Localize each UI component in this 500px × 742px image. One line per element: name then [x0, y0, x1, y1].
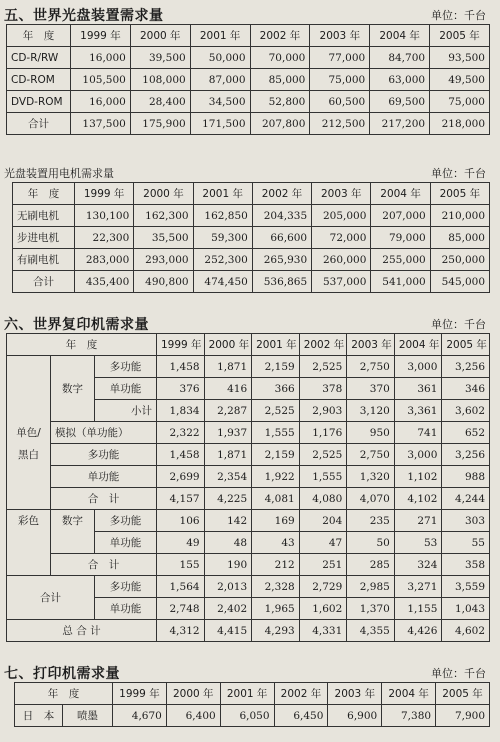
unit-label: 单位：千台 — [431, 318, 486, 331]
section-printer-demand — [0, 662, 500, 727]
row-label: 合计 — [7, 113, 71, 135]
year-cell: 2003 年 — [312, 183, 371, 205]
row-label: 合 计 — [51, 554, 157, 576]
year-header-row — [15, 683, 490, 705]
year-cell: 2004 年 — [371, 183, 430, 205]
value-cell: 93,500 — [430, 47, 490, 69]
year-cell: 2001 年 — [193, 183, 252, 205]
subgroup-label-digital: 数字 — [51, 510, 95, 532]
value-cell: 53 — [394, 532, 442, 554]
group-label-blank — [7, 488, 51, 510]
row-label: CD-R/RW — [7, 47, 71, 69]
value-cell: 204,335 — [252, 205, 311, 227]
section-header — [0, 4, 500, 24]
group-label-blank — [7, 554, 51, 576]
value-cell: 4,415 — [204, 620, 252, 642]
row-label: 多功能 — [51, 444, 157, 466]
value-cell: 4,102 — [394, 488, 442, 510]
year-cell: 2003 年 — [328, 683, 382, 705]
value-cell: 4,670 — [113, 705, 167, 727]
value-cell: 536,865 — [252, 271, 311, 293]
value-cell: 303 — [442, 510, 490, 532]
unit-label: 单位：千台 — [431, 9, 486, 22]
value-cell: 171,500 — [190, 113, 250, 135]
value-cell: 130,100 — [75, 205, 134, 227]
value-cell: 474,450 — [193, 271, 252, 293]
unit-label: 单位：千台 — [431, 167, 486, 180]
value-cell: 75,000 — [310, 69, 370, 91]
drive-motor-table — [12, 182, 490, 293]
value-cell: 2,903 — [299, 400, 347, 422]
value-cell: 265,930 — [252, 249, 311, 271]
row-label: DVD-ROM — [7, 91, 71, 113]
unit-label: 单位：千台 — [431, 667, 486, 680]
row-label: 单功能 — [51, 466, 157, 488]
value-cell: 3,559 — [442, 576, 490, 598]
value-cell: 212 — [252, 554, 300, 576]
value-cell: 2,159 — [252, 356, 300, 378]
value-cell: 39,500 — [130, 47, 190, 69]
value-cell: 155 — [157, 554, 205, 576]
group-label-blank — [7, 400, 51, 422]
value-cell: 43 — [252, 532, 300, 554]
row-label: 总 合 计 — [7, 620, 157, 642]
value-cell: 72,000 — [312, 227, 371, 249]
value-cell: 260,000 — [312, 249, 371, 271]
year-cell: 2003 年 — [310, 25, 370, 47]
year-cell: 2005 年 — [436, 683, 490, 705]
value-cell: 50 — [347, 532, 395, 554]
year-cell: 2005 年 — [430, 183, 489, 205]
value-cell: 6,900 — [328, 705, 382, 727]
value-cell: 22,300 — [75, 227, 134, 249]
value-cell: 250,000 — [430, 249, 489, 271]
year-cell: 2002 年 — [299, 334, 347, 356]
value-cell: 2,402 — [204, 598, 252, 620]
value-cell: 376 — [157, 378, 205, 400]
value-cell: 3,271 — [394, 576, 442, 598]
value-cell: 3,000 — [394, 356, 442, 378]
value-cell: 235 — [347, 510, 395, 532]
value-cell: 60,500 — [310, 91, 370, 113]
table-row — [7, 466, 490, 488]
year-header-row — [13, 183, 490, 205]
table-row — [7, 69, 490, 91]
year-cell: 1999 年 — [75, 183, 134, 205]
value-cell: 1,555 — [299, 466, 347, 488]
grand-total-row — [7, 620, 490, 642]
year-header-row — [7, 25, 490, 47]
value-cell: 55 — [442, 532, 490, 554]
value-cell: 285 — [347, 554, 395, 576]
value-cell: 358 — [442, 554, 490, 576]
total-row — [7, 488, 490, 510]
year-header: 年 度 — [15, 683, 113, 705]
value-cell: 3,256 — [442, 356, 490, 378]
value-cell: 190 — [204, 554, 252, 576]
year-cell: 2000 年 — [134, 183, 193, 205]
row-label: 合 计 — [51, 488, 157, 510]
year-cell: 2001 年 — [220, 683, 274, 705]
year-cell: 2000 年 — [204, 334, 252, 356]
value-cell: 2,525 — [299, 444, 347, 466]
section-header — [0, 162, 500, 182]
value-cell: 4,331 — [299, 620, 347, 642]
group-label-blank — [7, 532, 51, 554]
value-cell: 4,244 — [442, 488, 490, 510]
value-cell: 4,426 — [394, 620, 442, 642]
total-row — [13, 271, 490, 293]
value-cell: 212,500 — [310, 113, 370, 135]
year-cell: 2005 年 — [442, 334, 490, 356]
table-row — [13, 227, 490, 249]
optical-drive-table — [6, 24, 490, 135]
row-label: 步进电机 — [13, 227, 75, 249]
year-cell: 2002 年 — [274, 683, 328, 705]
table-row — [7, 422, 490, 444]
year-cell: 2001 年 — [190, 25, 250, 47]
value-cell: 370 — [347, 378, 395, 400]
value-cell: 378 — [299, 378, 347, 400]
table-row — [7, 47, 490, 69]
value-cell: 652 — [442, 422, 490, 444]
table-row — [13, 205, 490, 227]
value-cell: 283,000 — [75, 249, 134, 271]
value-cell: 1,871 — [204, 356, 252, 378]
value-cell: 4,080 — [299, 488, 347, 510]
value-cell: 1,102 — [394, 466, 442, 488]
value-cell: 48 — [204, 532, 252, 554]
region-label: 日 本 — [15, 705, 63, 727]
section-title: 光盘装置用电机需求量 — [4, 167, 114, 180]
section-optical-drive-demand — [0, 4, 500, 135]
value-cell: 2,525 — [252, 400, 300, 422]
printer-table — [14, 682, 490, 727]
value-cell: 490,800 — [134, 271, 193, 293]
total-row — [7, 554, 490, 576]
group-label-blank — [7, 378, 51, 400]
value-cell: 2,699 — [157, 466, 205, 488]
table-row — [7, 356, 490, 378]
row-label: 多功能 — [95, 576, 157, 598]
value-cell: 1,043 — [442, 598, 490, 620]
value-cell: 162,850 — [193, 205, 252, 227]
value-cell: 1,602 — [299, 598, 347, 620]
year-cell: 2000 年 — [130, 25, 190, 47]
value-cell: 741 — [394, 422, 442, 444]
table-row — [7, 510, 490, 532]
value-cell: 1,176 — [299, 422, 347, 444]
value-cell: 2,985 — [347, 576, 395, 598]
value-cell: 4,293 — [252, 620, 300, 642]
value-cell: 4,225 — [204, 488, 252, 510]
section-title: 六、世界复印机需求量 — [4, 317, 149, 333]
value-cell: 69,500 — [370, 91, 430, 113]
group-label-sum: 合计 — [7, 576, 95, 620]
value-cell: 70,000 — [250, 47, 310, 69]
value-cell: 162,300 — [134, 205, 193, 227]
value-cell: 3,361 — [394, 400, 442, 422]
value-cell: 210,000 — [430, 205, 489, 227]
value-cell: 16,000 — [71, 91, 131, 113]
value-cell: 1,370 — [347, 598, 395, 620]
value-cell: 49 — [157, 532, 205, 554]
value-cell: 47 — [299, 532, 347, 554]
value-cell: 545,000 — [430, 271, 489, 293]
table-row — [13, 249, 490, 271]
row-label: 有刷电机 — [13, 249, 75, 271]
row-label: 多功能 — [95, 510, 157, 532]
value-cell: 4,157 — [157, 488, 205, 510]
value-cell: 2,750 — [347, 356, 395, 378]
value-cell: 251 — [299, 554, 347, 576]
group-label-color: 彩色 — [7, 510, 51, 532]
value-cell: 105,500 — [71, 69, 131, 91]
value-cell: 252,300 — [193, 249, 252, 271]
value-cell: 324 — [394, 554, 442, 576]
value-cell: 7,900 — [436, 705, 490, 727]
section-header — [0, 313, 500, 333]
year-header: 年 度 — [7, 334, 157, 356]
value-cell: 207,800 — [250, 113, 310, 135]
value-cell: 75,000 — [430, 91, 490, 113]
total-row — [7, 113, 490, 135]
row-label: 小计 — [95, 400, 157, 422]
table-row — [7, 378, 490, 400]
value-cell: 950 — [347, 422, 395, 444]
value-cell: 169 — [252, 510, 300, 532]
table-row — [15, 705, 490, 727]
value-cell: 77,000 — [310, 47, 370, 69]
row-label: 喷墨 — [63, 705, 113, 727]
value-cell: 271 — [394, 510, 442, 532]
value-cell: 35,500 — [134, 227, 193, 249]
copier-table — [6, 333, 490, 642]
value-cell: 3,120 — [347, 400, 395, 422]
year-header-row — [7, 334, 490, 356]
year-cell: 2004 年 — [382, 683, 436, 705]
value-cell: 2,354 — [204, 466, 252, 488]
value-cell: 1,155 — [394, 598, 442, 620]
value-cell: 87,000 — [190, 69, 250, 91]
year-cell: 1999 年 — [113, 683, 167, 705]
value-cell: 4,081 — [252, 488, 300, 510]
subgroup-label-digital: 数字 — [51, 378, 95, 400]
year-cell: 2002 年 — [250, 25, 310, 47]
row-label: 单功能 — [95, 532, 157, 554]
row-label: 模拟（单功能） — [51, 422, 157, 444]
year-cell: 2003 年 — [347, 334, 395, 356]
value-cell: 4,312 — [157, 620, 205, 642]
value-cell: 218,000 — [430, 113, 490, 135]
row-label: 无刷电机 — [13, 205, 75, 227]
value-cell: 3,602 — [442, 400, 490, 422]
value-cell: 63,000 — [370, 69, 430, 91]
year-header: 年 度 — [13, 183, 75, 205]
value-cell: 217,200 — [370, 113, 430, 135]
value-cell: 2,729 — [299, 576, 347, 598]
value-cell: 293,000 — [134, 249, 193, 271]
row-label: CD-ROM — [7, 69, 71, 91]
value-cell: 137,500 — [71, 113, 131, 135]
value-cell: 1,458 — [157, 356, 205, 378]
value-cell: 52,800 — [250, 91, 310, 113]
value-cell: 49,500 — [430, 69, 490, 91]
value-cell: 1,922 — [252, 466, 300, 488]
value-cell: 7,380 — [382, 705, 436, 727]
year-cell: 2002 年 — [252, 183, 311, 205]
value-cell: 142 — [204, 510, 252, 532]
section-header — [0, 662, 500, 682]
table-row — [7, 91, 490, 113]
value-cell: 4,070 — [347, 488, 395, 510]
value-cell: 1,871 — [204, 444, 252, 466]
table-row — [7, 444, 490, 466]
value-cell: 1,320 — [347, 466, 395, 488]
value-cell: 6,450 — [274, 705, 328, 727]
value-cell: 2,750 — [347, 444, 395, 466]
value-cell: 361 — [394, 378, 442, 400]
value-cell: 79,000 — [371, 227, 430, 249]
table-row — [7, 576, 490, 598]
value-cell: 3,000 — [394, 444, 442, 466]
value-cell: 366 — [252, 378, 300, 400]
value-cell: 1,564 — [157, 576, 205, 598]
year-cell: 2004 年 — [370, 25, 430, 47]
value-cell: 34,500 — [190, 91, 250, 113]
value-cell: 435,400 — [75, 271, 134, 293]
value-cell: 205,000 — [312, 205, 371, 227]
value-cell: 66,600 — [252, 227, 311, 249]
value-cell: 28,400 — [130, 91, 190, 113]
value-cell: 85,000 — [430, 227, 489, 249]
value-cell: 541,000 — [371, 271, 430, 293]
row-label: 多功能 — [95, 356, 157, 378]
value-cell: 4,602 — [442, 620, 490, 642]
row-label: 合计 — [13, 271, 75, 293]
value-cell: 1,937 — [204, 422, 252, 444]
value-cell: 207,000 — [371, 205, 430, 227]
subgroup-label-blank — [51, 400, 95, 422]
section-title: 五、世界光盘装置需求量 — [4, 8, 164, 24]
value-cell: 537,000 — [312, 271, 371, 293]
value-cell: 2,748 — [157, 598, 205, 620]
section-copier-demand — [0, 313, 500, 642]
year-header: 年 度 — [7, 25, 71, 47]
value-cell: 1,458 — [157, 444, 205, 466]
value-cell: 6,400 — [166, 705, 220, 727]
row-label: 单功能 — [95, 378, 157, 400]
value-cell: 4,355 — [347, 620, 395, 642]
value-cell: 1,834 — [157, 400, 205, 422]
table-row — [7, 532, 490, 554]
year-cell: 2004 年 — [394, 334, 442, 356]
year-cell: 2001 年 — [252, 334, 300, 356]
value-cell: 59,300 — [193, 227, 252, 249]
subgroup-label-blank — [51, 532, 95, 554]
group-label-mono: 单色/ — [7, 422, 51, 444]
value-cell: 2,328 — [252, 576, 300, 598]
value-cell: 6,050 — [220, 705, 274, 727]
value-cell: 84,700 — [370, 47, 430, 69]
value-cell: 2,159 — [252, 444, 300, 466]
group-label-mono2: 黑白 — [7, 444, 51, 466]
value-cell: 106 — [157, 510, 205, 532]
value-cell: 2,013 — [204, 576, 252, 598]
year-cell: 2005 年 — [430, 25, 490, 47]
year-cell: 1999 年 — [71, 25, 131, 47]
value-cell: 16,000 — [71, 47, 131, 69]
value-cell: 204 — [299, 510, 347, 532]
subgroup-label-blank — [51, 356, 95, 378]
value-cell: 2,322 — [157, 422, 205, 444]
section-drive-motor-demand — [0, 162, 500, 293]
value-cell: 108,000 — [130, 69, 190, 91]
value-cell: 416 — [204, 378, 252, 400]
subtotal-row — [7, 400, 490, 422]
group-label-mono-blank — [7, 356, 51, 378]
group-label-blank — [7, 466, 51, 488]
value-cell: 2,287 — [204, 400, 252, 422]
value-cell: 2,525 — [299, 356, 347, 378]
value-cell: 1,555 — [252, 422, 300, 444]
year-cell: 2000 年 — [166, 683, 220, 705]
value-cell: 175,900 — [130, 113, 190, 135]
value-cell: 3,256 — [442, 444, 490, 466]
year-cell: 1999 年 — [157, 334, 205, 356]
value-cell: 50,000 — [190, 47, 250, 69]
section-title: 七、打印机需求量 — [4, 666, 120, 682]
value-cell: 988 — [442, 466, 490, 488]
value-cell: 85,000 — [250, 69, 310, 91]
value-cell: 1,965 — [252, 598, 300, 620]
row-label: 单功能 — [95, 598, 157, 620]
value-cell: 346 — [442, 378, 490, 400]
value-cell: 255,000 — [371, 249, 430, 271]
